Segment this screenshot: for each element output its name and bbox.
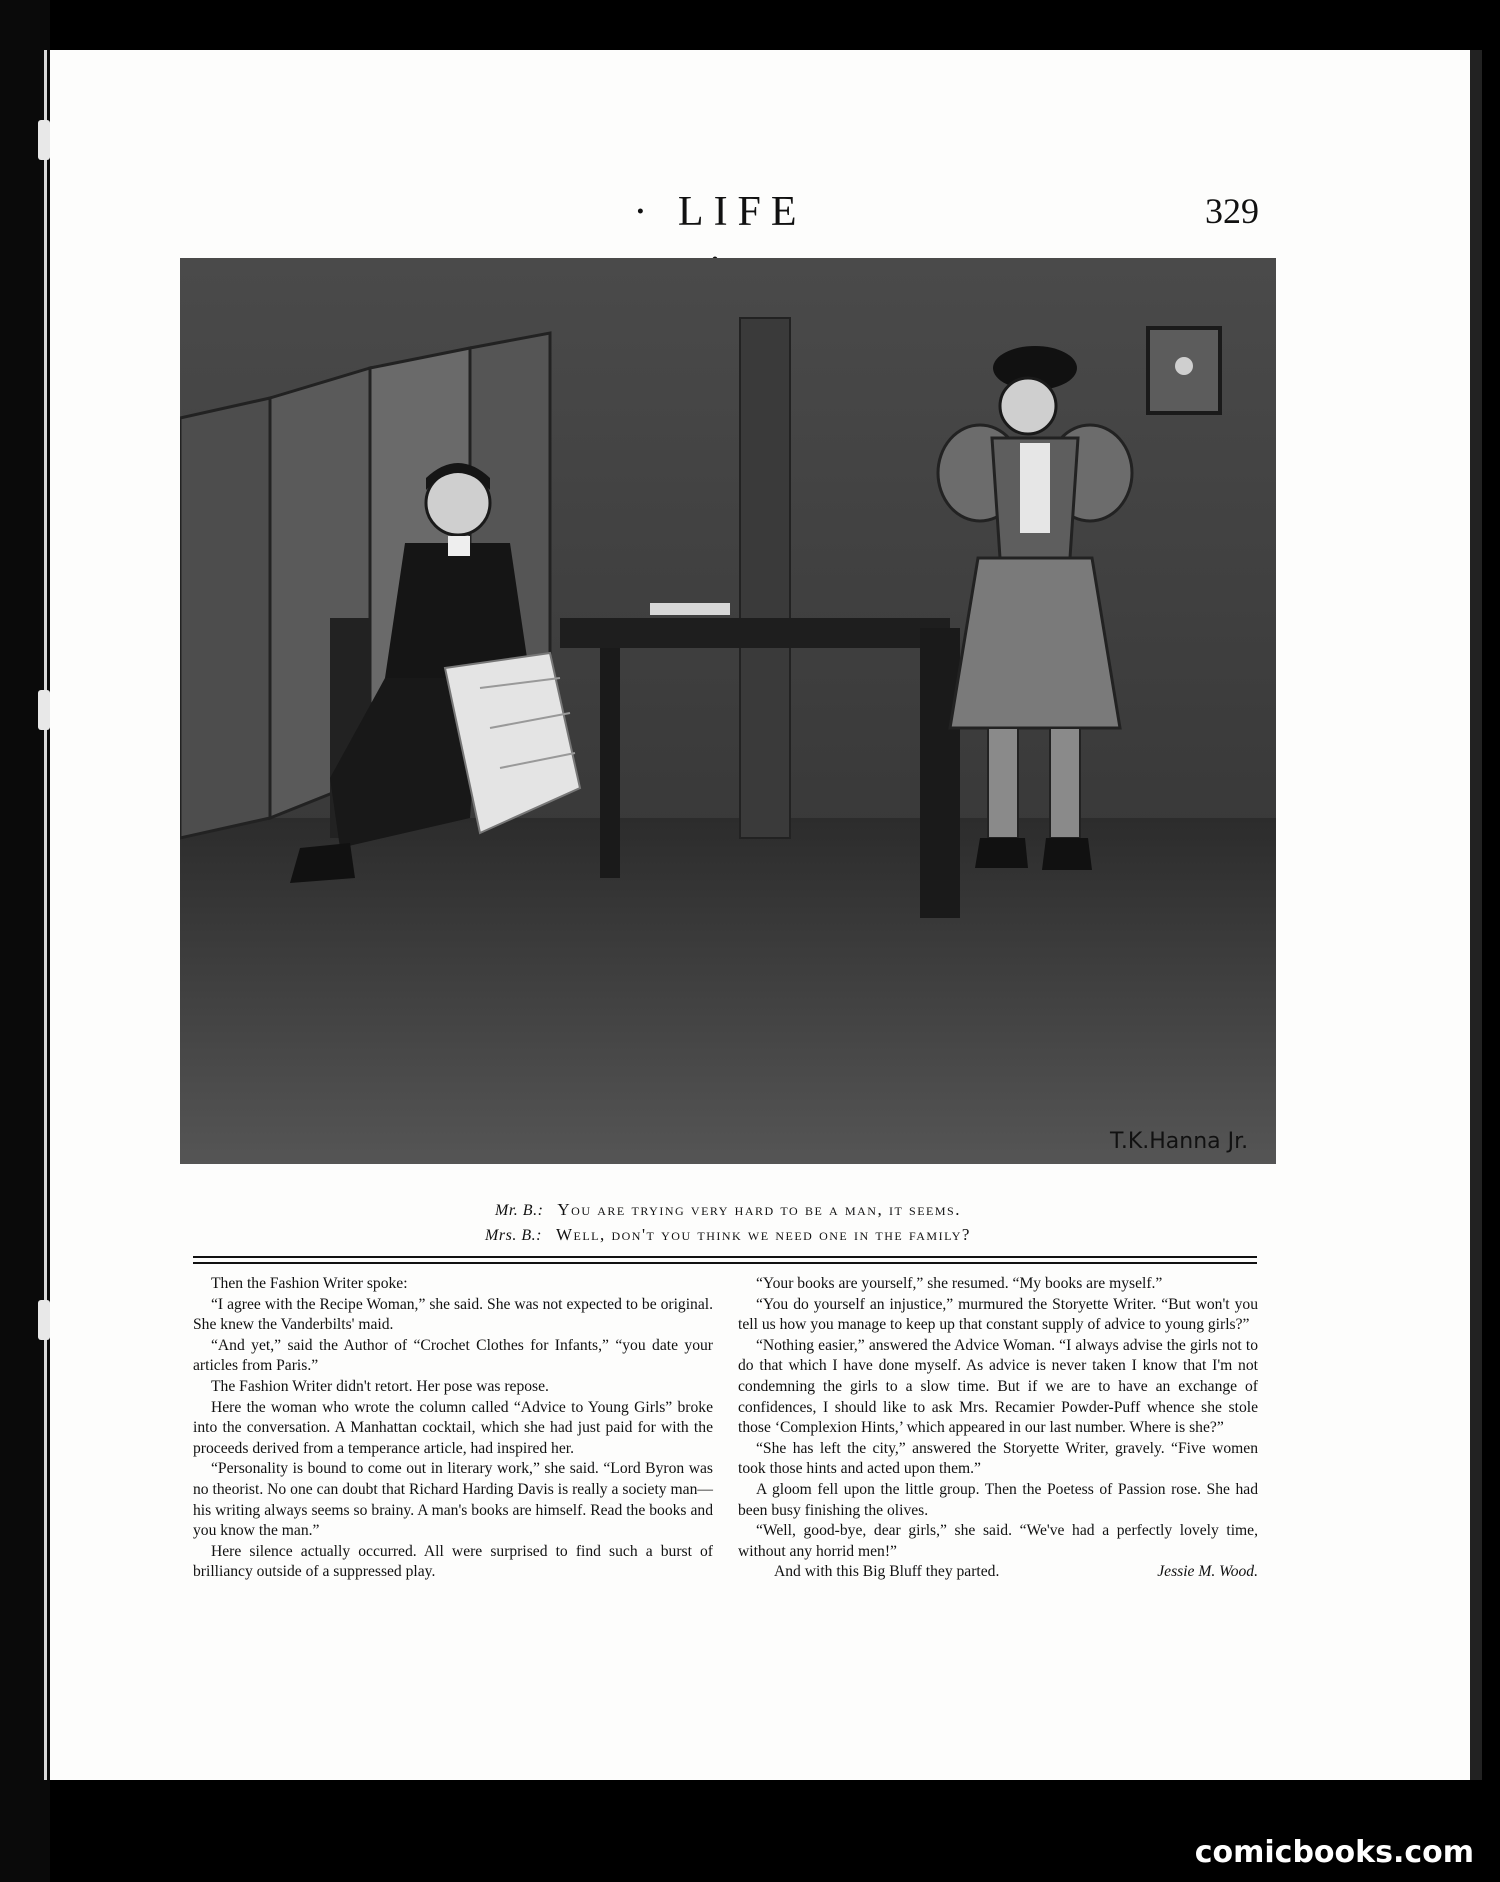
illustration-caption [180,1198,1276,1248]
binding-rail [44,50,47,1780]
article-paragraph: “You do yourself an injustice,” murmured the Storyette Writer. “But won't you tell us how you manage to keep up that constant supply of advice to young girls?” [738,1295,1258,1334]
artist-signature: T.K.Hanna Jr. [1110,1129,1249,1154]
page-edge [1470,50,1482,1780]
binding-stitch [38,120,50,160]
double-rule-top [193,1256,1257,1258]
caption-line [180,1223,1276,1248]
illustration-drawing [180,258,1276,1164]
masthead-title: · LIFE [633,189,807,235]
article-paragraph: “She has left the city,” answered the Storyette Writer, gravely. “Five women took those hints and acted upon them.” [738,1439,1258,1478]
closing-line-row [738,1562,1258,1583]
page-binding [0,0,50,1882]
article-paragraph: Here the woman who wrote the column called “Advice to Young Girls” broke into the conversation. A Manhattan cocktail, which she had just paid for with the proceeds derived from a temperance article, had inspired her. [193,1398,713,1457]
caption-line [180,1198,1276,1223]
site-watermark: comicbooks.com [1194,1835,1474,1870]
closing-line: And with this Big Bluff they parted. [774,1563,1000,1581]
article-paragraph: “And yet,” said the Author of “Crochet Clothes for Infants,” “you date your articles from Paris.” [193,1336,713,1375]
article-paragraph: A gloom fell upon the little group. Then the Poetess of Passion rose. She had been busy finishing the olives. [738,1480,1258,1519]
caption-text: Well, don't you think we need one in the family? [555,1225,971,1244]
article-paragraph: “Nothing easier,” answered the Advice Woman. “I always advise the girls not to do that which I have done myself. As advice is never taken I know that I'm not condemning the girls to a slow time. But if we are to have an exchange of confidences, I should like to ask Mrs. Recamier Powder-Puff whence she stole those ‘Complexion Hints,’ which appeared in our last number. Where is she?” [738,1336,1258,1437]
binding-stitch [38,690,50,730]
caption-text: You are trying very hard to be a man, it seems. [557,1200,961,1219]
caption-speaker: Mr. B.: [495,1202,544,1219]
binding-stitch [38,1300,50,1340]
page-number: 329 [1205,191,1259,231]
article-paragraph: Then the Fashion Writer spoke: [211,1275,408,1292]
article-paragraph: The Fashion Writer didn't retort. Her pose was repose. [211,1377,549,1395]
author-signature: Jessie M. Wood. [1157,1563,1258,1581]
illustration [180,258,1276,1164]
article-paragraph: Here silence actually occurred. All were surprised to find such a burst of brilliancy outside of a suppressed play. [193,1542,713,1581]
article-paragraph: “Your books are yourself,” she resumed. “My books are myself.” [756,1275,1163,1292]
article-paragraph: “I agree with the Recipe Woman,” she said. She was not expected to be original. She knew the Vanderbilts' maid. [193,1295,713,1334]
double-rule-bottom [193,1262,1257,1264]
article-column-right [738,1274,1258,1583]
article-paragraph: “Well, good-bye, dear girls,” she said. “We've had a perfectly lovely time, without any horrid men!” [738,1522,1258,1560]
caption-speaker: Mrs. B.: [485,1227,542,1244]
article-paragraph: “Personality is bound to come out in literary work,” she said. “Lord Byron was no theorist. No one can doubt that Richard Harding Davis is really a society man—his writing always seems so brainy. A man's books are himself. Read the books and you know the man.” [193,1460,713,1540]
article-column-left [193,1274,713,1583]
